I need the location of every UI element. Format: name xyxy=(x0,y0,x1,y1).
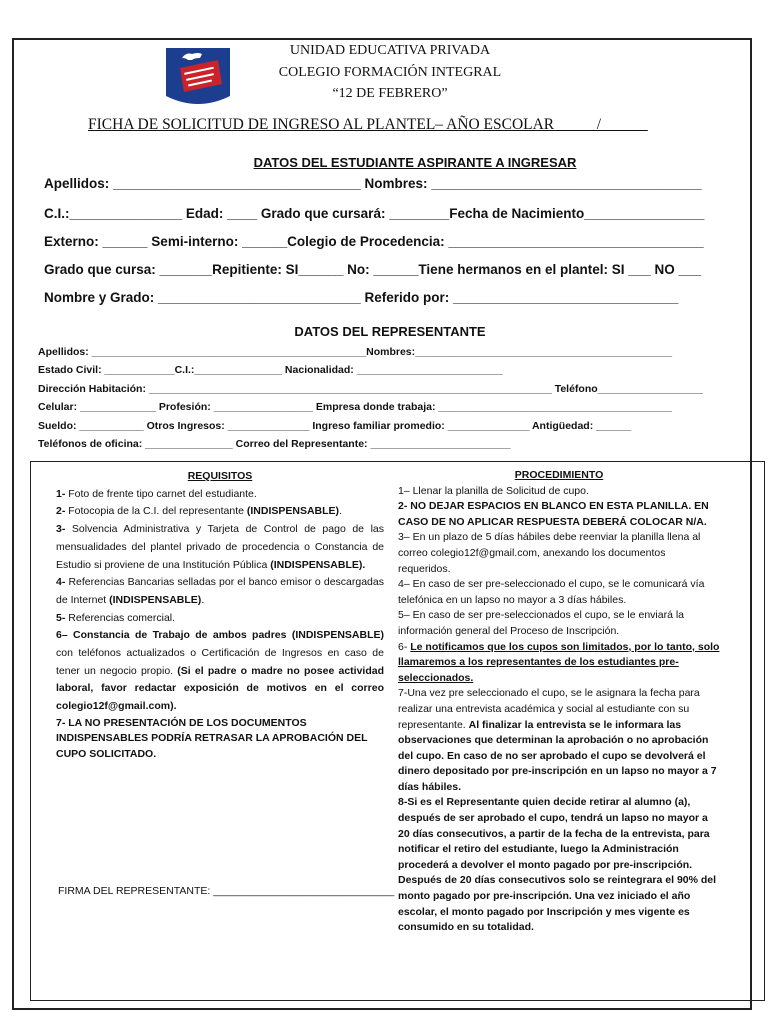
school-name-line2: COLEGIO FORMACIÓN INTEGRAL xyxy=(278,65,502,80)
procedure-step-6: 6- Le notificamos que los cupos son limitados, por lo tanto, solo llamaremos a los representantes de los estudiantes pre-seleccionados. xyxy=(398,640,720,684)
requirements-heading: REQUISITOS xyxy=(187,470,253,482)
student-section-heading: DATOS DEL ESTUDIANTE ASPIRANTE A INGRESAR xyxy=(253,155,577,170)
rep-row-job: Celular: _____________ Profesión: _________________ Empresa donde trabaja: ________________________________________ xyxy=(38,401,672,413)
rep-row-address: Dirección Habitación: _____________________________________________________________________ Teléfono__________________ xyxy=(38,383,703,395)
procedure-step-5: 5– En caso de ser pre-seleccionados el cupo, se le enviará la información general del Proceso de Inscripción. xyxy=(398,609,685,637)
student-row-referral: Nombre y Grado: ___________________________ Referido por: ______________________________ xyxy=(44,290,679,305)
requirement-3: 3- Solvencia Administrativa y Tarjeta de Control de pago de las mensualidades del plantel privado de procedencia o Constancia de Estudio si proviene de una Institución Pública (INDISPENSABLE). xyxy=(56,523,384,571)
procedure-step-7: 7-Una vez pre seleccionado el cupo, se le asignara la fecha para realizar una entrevista académica y social al estudiante con su representante. Al finalizar la entrevista se le informara las observaciones que determinan la aprobación o no aprobación del cupo. En caso de no ser aprobado el cupo se devolverá el dinero depositado por pre-inscripción en un lapso no mayor a 7 días hábiles. xyxy=(398,687,717,793)
procedure-heading: PROCEDIMIENTO xyxy=(514,469,604,481)
requirement-7: 7- LA NO PRESENTACIÓN DE LOS DOCUMENTOS INDISPENSABLES PODRÍA RETRASAR LA APROBACIÓN DEL CUPO SOLICITADO. xyxy=(56,716,368,760)
requirement-5: 5- Referencias comercial. xyxy=(56,611,176,624)
requirement-2: 2- Fotocopia de la C.I. del representante (INDISPENSABLE). xyxy=(56,505,342,518)
rep-row-contact: Teléfonos de oficina: _______________ Correo del Representante: ________________________ xyxy=(38,438,511,450)
procedure-column xyxy=(398,468,720,936)
rep-row-civil: Estado Civil: ____________C.I.:_______________ Nacionalidad: _________________________ xyxy=(38,364,503,376)
procedure-step-3: 3– En un plazo de 5 días hábiles debe reenviar la planilla llena al correo colegio12f@gmail.com, anexando los documentos requeridos. xyxy=(398,531,701,575)
requirement-1: 1- Foto de frente tipo carnet del estudiante. xyxy=(56,487,257,500)
student-row-grade: Grado que cursa: _______Repitiente: SI______ No: ______Tiene hermanos en el plantel: SI ___ NO ___ xyxy=(44,262,702,277)
school-name-line1: UNIDAD EDUCATIVA PRIVADA xyxy=(289,43,491,58)
requirements-column xyxy=(56,468,384,762)
rep-row-income: Sueldo: ___________ Otros Ingresos: ______________ Ingreso familiar promedio: ______________ Antigüedad: ______ xyxy=(38,420,632,432)
procedure-step-8: 8-Si es el Representante quien decide retirar al alumno (a), después de ser aprobado el cupo, tendrá un lapso no mayor a 20 días consecutivos, a partir de la fecha de la entrevista, para notificar el retiro del estudiante, luego la Administración procederá a devolver el monto pagado por pre-inscripción. Después de 20 días consecutivos solo se reintegrara el 90% del monto pagado por pre-inscripción. Una vez iniciado el año escolar, el monto pagado por Inscripción y mes vigente es consumido en su totalidad. xyxy=(398,796,717,934)
representative-section-heading: DATOS DEL REPRESENTANTE xyxy=(294,324,486,339)
student-row-type: Externo: ______ Semi-interno: ______Colegio de Procedencia: __________________________________ xyxy=(44,234,704,249)
procedure-step-1: 1– Llenar la planilla de Solicitud de cupo. xyxy=(398,484,589,497)
student-row-id: C.I.:_______________ Edad: ____ Grado que cursará: ________Fecha de Nacimiento________________ xyxy=(44,206,705,221)
requirement-4: 4- Referencias Bancarias selladas por el banco emisor o descargadas de Internet (INDISPENSABLE). xyxy=(56,576,384,606)
requirement-6: 6– Constancia de Trabajo de ambos padres (INDISPENSABLE) con teléfonos actualizados o Certificación de Ingresos en caso de tener un negocio propio. (Si el padre o madre no posee actividad laboral, favor redactar exposición de motivos en el correo colegio12f@gmail.com). xyxy=(56,629,384,713)
rep-row-names: Apellidos: _______________________________________________Nombres:____________________________________________ xyxy=(38,346,673,358)
procedure-step-2: 2- NO DEJAR ESPACIOS EN BLANCO EN ESTA PLANILLA. EN CASO DE NO APLICAR RESPUESTA DEBERÁ COLOCAR N/A. xyxy=(398,500,709,528)
requirements-procedure-box xyxy=(30,461,765,1001)
form-title: FICHA DE SOLICITUD DE INGRESO AL PLANTEL– AÑO ESCOLAR _____/______ xyxy=(88,116,648,133)
school-name-line3: “12 DE FEBRERO” xyxy=(332,86,448,101)
representative-signature-line: FIRMA DEL REPRESENTANTE: _______________________________ xyxy=(58,885,395,897)
procedure-step-4: 4– En caso de ser pre-seleccionado el cupo, se le comunicará vía telefónica en un lapso no mayor a 3 días hábiles. xyxy=(398,578,705,606)
student-row-names: Apellidos: _________________________________ Nombres: ____________________________________ xyxy=(44,176,702,191)
